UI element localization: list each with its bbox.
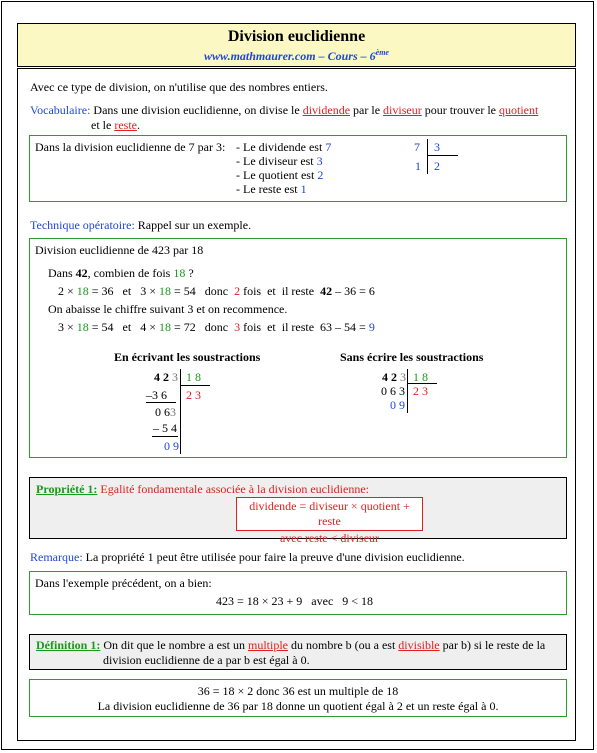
t: 9 xyxy=(368,320,375,334)
section-label: Cours xyxy=(327,49,358,63)
technique-line xyxy=(30,218,251,233)
ld-right-horizontal-bar xyxy=(407,383,437,384)
t: 4 2 xyxy=(382,370,397,384)
div1-divisor: 3 xyxy=(434,140,440,154)
definition1-line2: division euclidienne de a par b est égal à 0. xyxy=(103,653,310,667)
property1-label: Propriété 1: xyxy=(36,482,98,496)
t: par b) si le reste de la xyxy=(439,638,546,652)
formula-line2: avec reste < diviseur xyxy=(279,531,380,545)
t: 42 xyxy=(320,284,333,298)
vocab-line2 xyxy=(91,118,140,133)
t: – 36 = 6 xyxy=(332,284,375,298)
example2-line xyxy=(48,266,194,281)
ld-left-sub1: –3 6 xyxy=(146,388,167,402)
example2-title: Division euclidienne de 423 par 18 xyxy=(35,243,204,257)
heading-with-subtractions: En écrivant les soustractions xyxy=(114,350,261,364)
t: = 72 donc xyxy=(170,320,235,334)
example1-intro: Dans la division euclidienne de 7 par 3: xyxy=(35,140,226,154)
vocab-text: par le xyxy=(350,103,384,117)
t: = 54 et 4 × xyxy=(88,320,159,334)
item-label: - Le quotient est xyxy=(236,168,318,182)
vocab-text: pour trouver le xyxy=(421,103,500,117)
ld-left-rule1 xyxy=(146,402,176,403)
t: du nombre b (ou a est xyxy=(287,638,399,652)
t: 18 xyxy=(76,320,89,334)
property1-line xyxy=(36,482,369,497)
ld-right-quotient: 2 3 xyxy=(413,384,428,398)
div1-dividend: 7 xyxy=(414,140,420,154)
sep: – xyxy=(315,49,328,63)
item-value: 7 xyxy=(325,140,332,154)
example2-line xyxy=(58,320,375,335)
t: = 36 et 3 × xyxy=(88,284,159,298)
term-divisible: divisible xyxy=(398,638,440,652)
property1-text: Egalité fondamentale associée à la division euclidienne: xyxy=(97,482,369,496)
div1-quotient: 2 xyxy=(434,159,440,173)
sep: – xyxy=(357,49,370,63)
t: fois et il reste 63 – 54 = xyxy=(240,320,369,334)
technique-label: Technique opératoire: xyxy=(30,218,135,232)
term-quotient: quotient xyxy=(499,103,539,117)
term-diviseur: diviseur xyxy=(383,103,422,117)
header xyxy=(17,23,576,67)
ld-right-rem1: 0 6 3 xyxy=(381,384,405,398)
t: = 54 donc xyxy=(170,284,235,298)
intro-text: Avec ce type de division, on n'utilise que des nombres entiers. xyxy=(30,80,328,94)
t: 4 2 xyxy=(154,370,169,384)
example1-item xyxy=(236,140,331,155)
ld-right-divisor: 1 8 xyxy=(413,370,428,384)
t: 3 xyxy=(172,370,178,384)
t: 0 6 xyxy=(155,405,170,419)
vocab-text: Dans une division euclidienne, on divise le xyxy=(90,103,303,117)
vocab-label: Vocabulaire: xyxy=(30,103,91,117)
div1-horizontal-bar xyxy=(427,155,458,156)
t: 18 xyxy=(158,284,171,298)
definition1-line1 xyxy=(36,638,545,653)
item-label: - Le dividende est xyxy=(236,140,326,154)
heading-without-subtractions: Sans écrire les soustractions xyxy=(340,350,484,364)
t: Dans xyxy=(48,266,76,280)
remarque-text: La propriété 1 peut être utilisée pour faire la preuve d'une division euclidienne. xyxy=(82,550,465,564)
example3-line2: 423 = 18 × 23 + 9 avec 9 < 18 xyxy=(216,594,374,608)
t: 18 xyxy=(173,266,186,280)
t: 18 xyxy=(158,320,171,334)
item-value: 2 xyxy=(317,168,324,182)
example2-line xyxy=(58,284,375,299)
ld-right-dividend xyxy=(382,370,406,385)
t: 3 xyxy=(170,405,176,419)
formula-line1: dividende = diviseur × quotient + reste xyxy=(249,499,410,528)
vocab-line1 xyxy=(30,103,538,118)
t: 3 xyxy=(400,370,406,384)
div1-remainder: 1 xyxy=(415,159,421,173)
vocab-text: et le xyxy=(91,118,115,132)
example1-item xyxy=(236,168,323,183)
ld-left-rem1 xyxy=(155,405,176,420)
term-reste: reste xyxy=(114,118,137,132)
item-value: 3 xyxy=(316,154,323,168)
example1-item xyxy=(236,154,323,169)
ld-left-sub2: – 5 4 xyxy=(153,421,177,435)
item-label: - Le reste est xyxy=(236,182,301,196)
t: 3 xyxy=(234,320,241,334)
ld-left-dividend xyxy=(154,370,178,385)
example2-line: On abaisse le chiffre suivant 3 et on recommence. xyxy=(48,302,288,316)
ld-left-vertical-bar xyxy=(180,369,181,454)
level-sup: ème xyxy=(375,48,389,57)
example3-line1: Dans l'exemple précédent, on a bien: xyxy=(35,576,212,590)
ld-left-quotient: 2 3 xyxy=(186,388,201,402)
property1-formula xyxy=(236,497,423,545)
site-link[interactable]: www.mathmaurer.com xyxy=(204,49,316,63)
t: , combien de fois xyxy=(87,266,174,280)
definition1-label: Définition 1: xyxy=(36,638,101,652)
subtitle xyxy=(18,48,575,64)
t: 2 xyxy=(234,284,241,298)
ld-right-remainder: 0 9 xyxy=(390,398,405,412)
div1-vertical-bar xyxy=(427,139,428,174)
ld-left-rule2 xyxy=(152,436,178,437)
ld-right-vertical-bar xyxy=(407,369,408,413)
ld-left-horizontal-bar xyxy=(180,385,210,386)
t: fois et il reste xyxy=(240,284,321,298)
vocab-text: . xyxy=(136,118,140,132)
t: 3 × xyxy=(58,320,77,334)
ld-left-divisor: 1 8 xyxy=(186,370,201,384)
example1-item xyxy=(236,182,307,197)
term-multiple: multiple xyxy=(247,638,288,652)
t: ? xyxy=(185,266,194,280)
technique-text: Rappel sur un exemple. xyxy=(134,218,252,232)
t: On dit que le nombre a est un xyxy=(100,638,248,652)
level-label: 6 xyxy=(369,49,376,63)
page-title: Division euclidienne xyxy=(227,28,366,45)
example4-line2: La division euclidienne de 36 par 18 donne un quotient égal à 2 et un reste égal à 0. xyxy=(97,699,499,713)
ld-left-remainder: 0 9 xyxy=(164,439,179,453)
remarque-line xyxy=(30,550,465,565)
t: 2 × xyxy=(58,284,77,298)
item-label: - Le diviseur est xyxy=(236,154,317,168)
example4-line1: 36 = 18 × 2 donc 36 est un multiple de 18 xyxy=(197,684,399,698)
term-dividende: dividende xyxy=(302,103,351,117)
item-value: 1 xyxy=(300,182,307,196)
remarque-label: Remarque: xyxy=(30,550,83,564)
t: 18 xyxy=(76,284,89,298)
t: 42 xyxy=(75,266,88,280)
